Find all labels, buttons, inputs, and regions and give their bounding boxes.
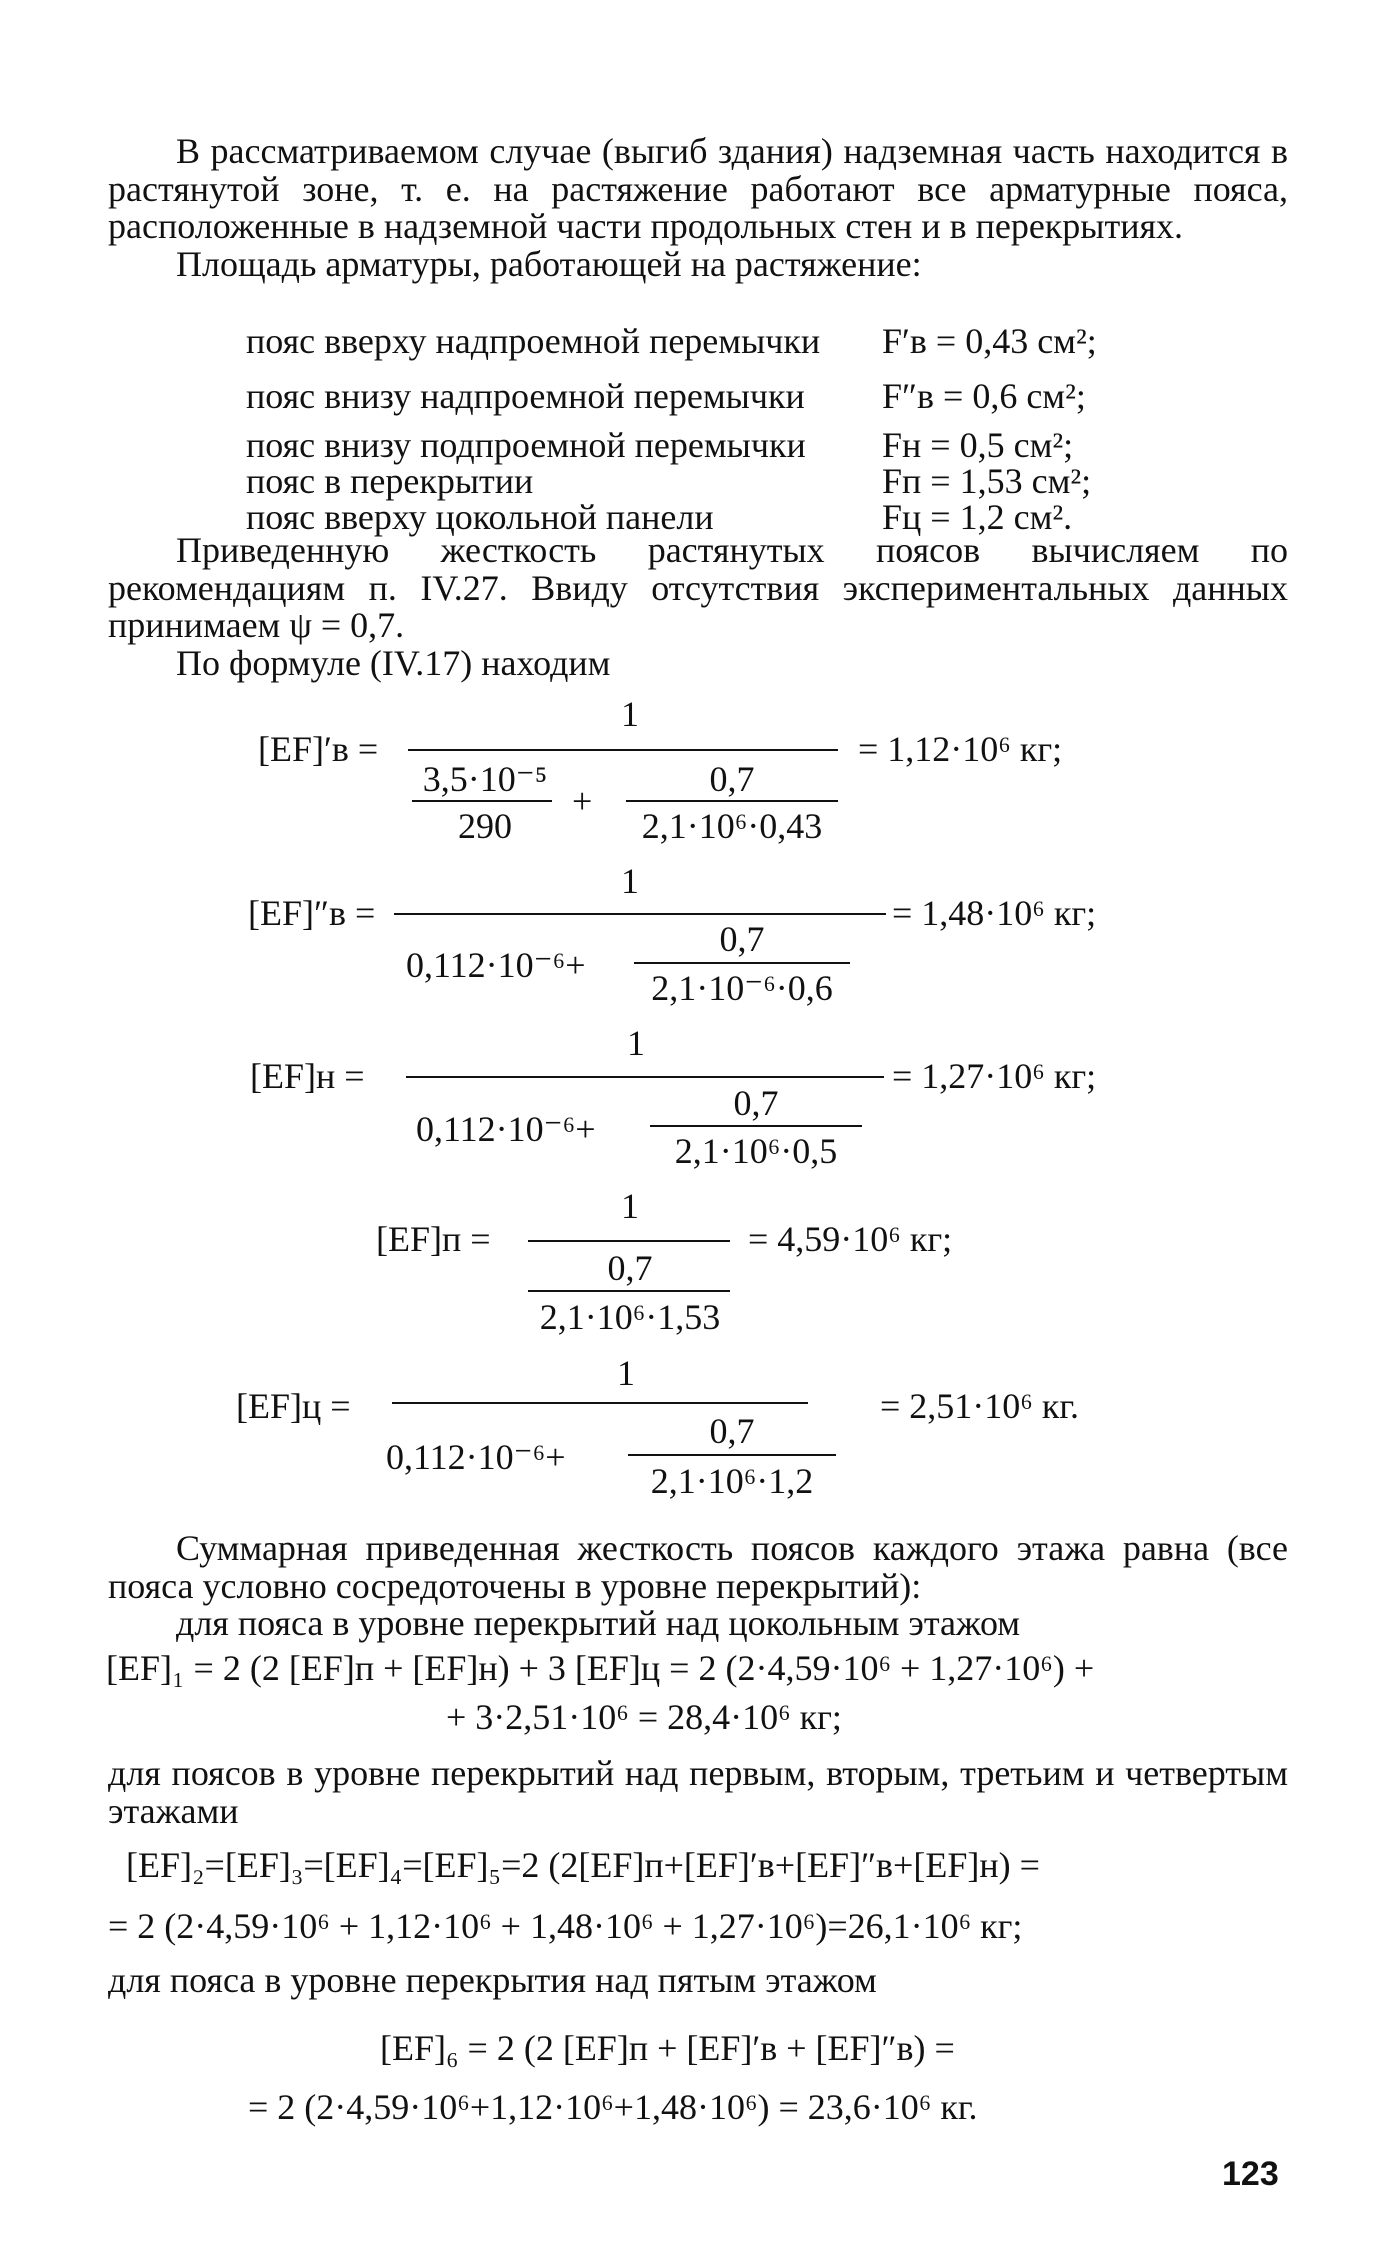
paragraph-reinforcement-area: Площадь арматуры, работающей на растяжение: <box>176 243 922 284</box>
paragraph-reduced-stiffness: Приведенную жесткость растянутых поясов вычисляем по рекомендациям п. IV.27. Ввиду отсутствия экспериментальных данных принимаем ψ = 0,7. <box>108 530 1288 645</box>
formula-ef-v-double-prime: [EF]″в = 1 0,112·10⁻⁶+ 0,7 2,1·10⁻⁶·0,6 = 1,48·10⁶ кг; <box>248 861 1097 1008</box>
formula-ef-v-prime: [EF]′в = 1 3,5·10⁻⁵ 290 + 0,7 2,1·10⁶·0,43 = 1,12·10⁶ кг; <box>258 694 1063 846</box>
summary-block <box>108 1530 1288 1643</box>
equation-ef2-5-line1: [EF]₂=[EF]₃=[EF]₄=[EF]₅=2 (2[EF]п+[EF]′в+[EF]″в+[EF]н) = <box>126 1845 1040 1885</box>
formula-ef-p: [EF]п = 1 0,7 2,1·10⁶·1,53 = 4,59·10⁶ кг; <box>376 1186 953 1337</box>
list-item: пояс в перекрытии Fп = 1,53 см²; <box>246 461 1092 501</box>
paragraph-plinth-floor: для пояса в уровне перекрытий над цокольным этажом <box>176 1603 1021 1643</box>
paragraph-fifth-floor: для пояса в уровне перекрытия над пятым этажом <box>108 1960 877 2000</box>
list-item: пояс внизу надпроемной перемычки F″в = 0,6 см²; <box>246 376 1086 416</box>
equation-ef1-line1: [EF]₁ = 2 (2 [EF]п + [EF]н) + 3 [EF]ц = 2 (2·4,59·10⁶ + 1,27·10⁶) + <box>106 1648 1095 1688</box>
page-number: 123 <box>1222 2155 1279 2193</box>
formula-ef-n: [EF]н = 1 0,112·10⁻⁶+ 0,7 2,1·10⁶·0,5 = 1,27·10⁶ кг; <box>250 1023 1097 1171</box>
paragraph-total-stiffness: Суммарная приведенная жесткость поясов каждого этажа равна (все пояса условно сосредоточены в уровне перекрытий): <box>108 1528 1288 1606</box>
stiffness-block <box>108 532 1288 682</box>
equation-ef1-line2: + 3·2,51·10⁶ = 28,4·10⁶ кг; <box>446 1697 842 1737</box>
formula-ef-ts: [EF]ц = 1 0,112·10⁻⁶+ 0,7 2,1·10⁶·1,2 = 2,51·10⁶ кг. <box>236 1353 1080 1501</box>
paragraph-building-bending: В рассматриваемом случае (выгиб здания) надземная часть находится в растянутой зоне, т. е. на растяжение работают все арматурные пояса, расположенные в надземной части продольных стен и в перекрытиях. <box>108 131 1288 246</box>
equation-ef2-5-line2: = 2 (2·4,59·10⁶ + 1,12·10⁶ + 1,48·10⁶ + 1,27·10⁶)=26,1·10⁶ кг; <box>108 1906 1023 1946</box>
equation-ef6-line2: = 2 (2·4,59·10⁶+1,12·10⁶+1,48·10⁶) = 23,6·10⁶ кг. <box>248 2087 978 2127</box>
paragraph-formula-ref: По формуле (IV.17) находим <box>176 642 611 683</box>
list-item: пояс вверху надпроемной перемычки F′в = 0,43 см²; <box>246 321 1097 361</box>
list-item: пояс внизу подпроемной перемычки Fн = 0,5 см²; <box>246 425 1074 465</box>
equation-ef6-line1: [EF]₆ = 2 (2 [EF]п + [EF]′в + [EF]″в) = <box>380 2028 955 2068</box>
list-item: пояс вверху цокольной панели Fц = 1,2 см². <box>246 497 1073 537</box>
paragraph-floors-1-4: для поясов в уровне перекрытий над первым, вторым, третьим и четвертым этажами <box>108 1753 1288 1831</box>
intro-block <box>108 133 1288 283</box>
